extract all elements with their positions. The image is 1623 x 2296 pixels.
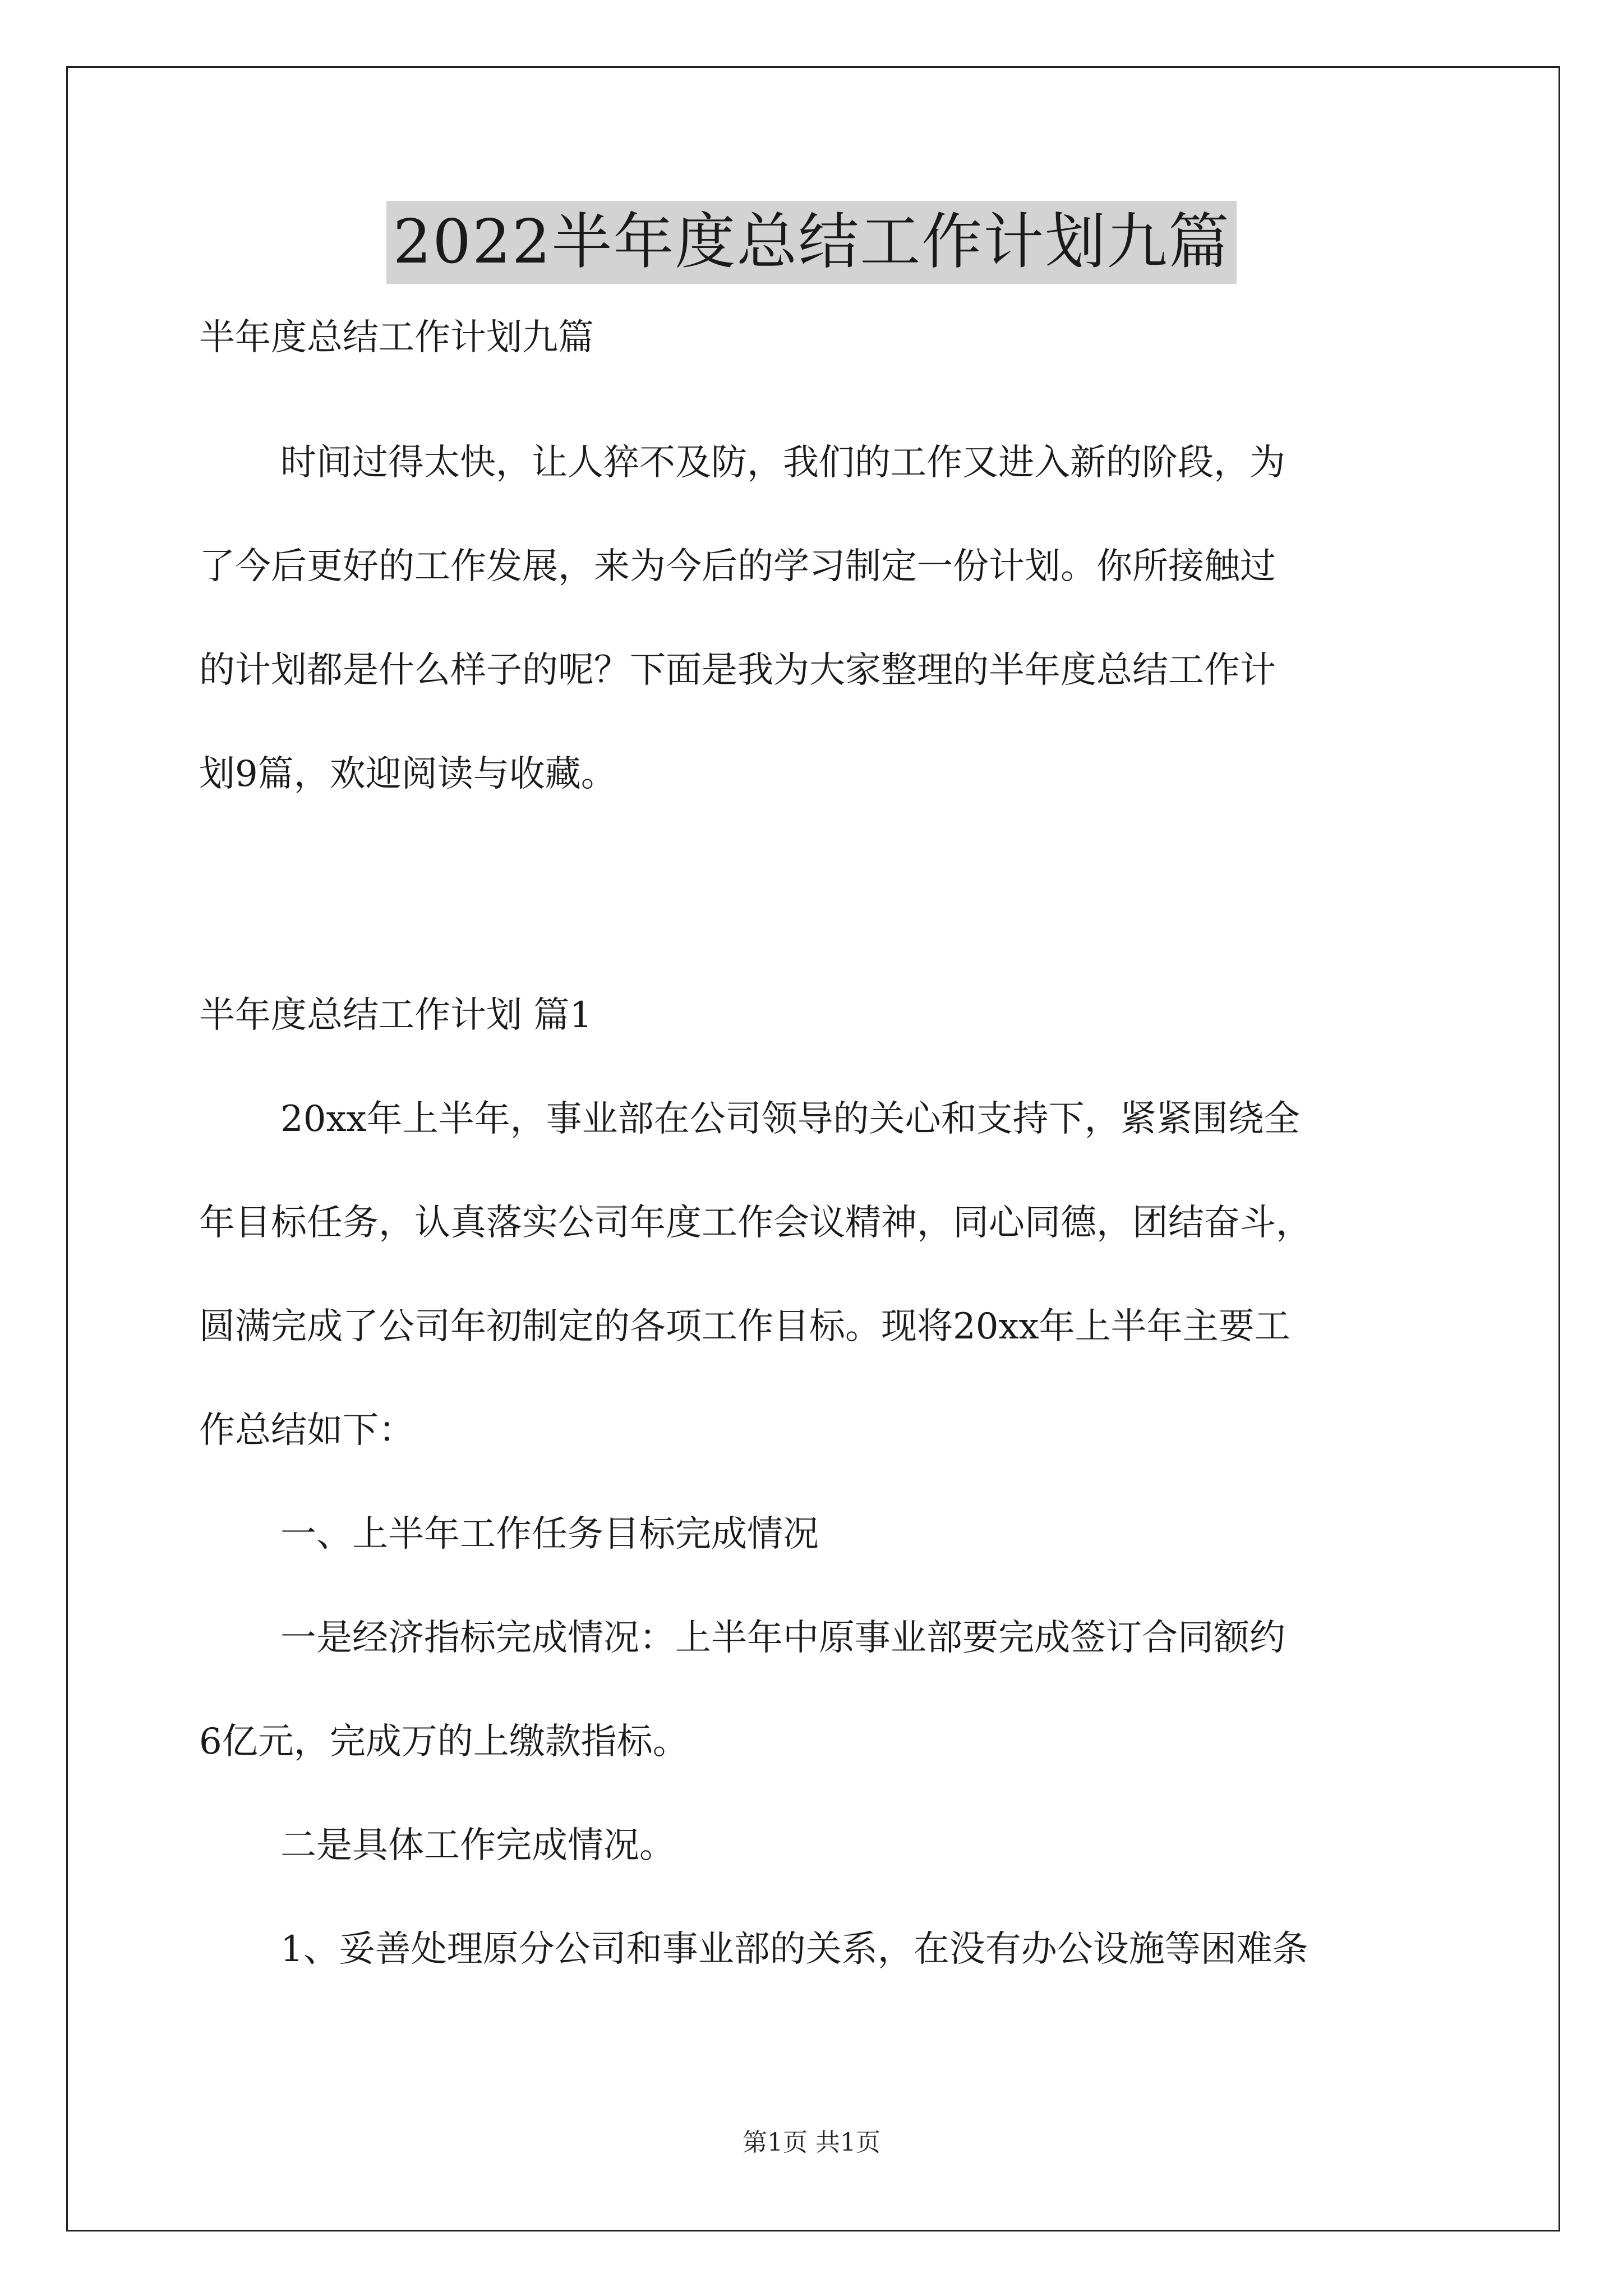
subtitle: 半年度总结工作计划九篇 <box>199 317 594 358</box>
paragraph-line: 年目标任务，认真落实公司年度工作会议精神，同心同德，团结奋斗， <box>199 1202 1312 1244</box>
paragraph-line: 了今后更好的工作发展，来为今后的学习制定一份计划。你所接触过 <box>199 546 1276 587</box>
title-container <box>0 201 1623 284</box>
paragraph-line: 1、妥善处理原分公司和事业部的关系，在没有办公设施等困难条 <box>280 1929 1308 1970</box>
paragraph-line: 的计划都是什么样子的呢？下面是我为大家整理的半年度总结工作计 <box>199 650 1276 691</box>
page-footer: 第1页 共1页 <box>743 2128 880 2157</box>
paragraph-line: 时间过得太快，让人猝不及防，我们的工作又进入新的阶段，为 <box>280 442 1285 484</box>
page-border <box>66 66 1560 2231</box>
paragraph-line: 6亿元，完成万的上缴款指标。 <box>199 1721 689 1763</box>
document-title: 2022半年度总结工作计划九篇 <box>386 201 1237 284</box>
paragraph-line: 圆满完成了公司年初制定的各项工作目标。现将20xx年上半年主要工 <box>199 1306 1290 1347</box>
paragraph-line: 二是具体工作完成情况。 <box>280 1825 675 1866</box>
paragraph-line: 作总结如下： <box>199 1410 414 1451</box>
paragraph-line: 一、上半年工作任务目标完成情况 <box>280 1513 819 1555</box>
paragraph-line: 20xx年上半年，事业部在公司领导的关心和支持下，紧紧围绕全 <box>280 1098 1300 1140</box>
paragraph-line: 划9篇，欢迎阅读与收藏。 <box>199 753 617 795</box>
section-heading: 半年度总结工作计划 篇1 <box>199 995 593 1036</box>
paragraph-line: 一是经济指标完成情况：上半年中原事业部要完成签订合同额约 <box>280 1617 1285 1659</box>
